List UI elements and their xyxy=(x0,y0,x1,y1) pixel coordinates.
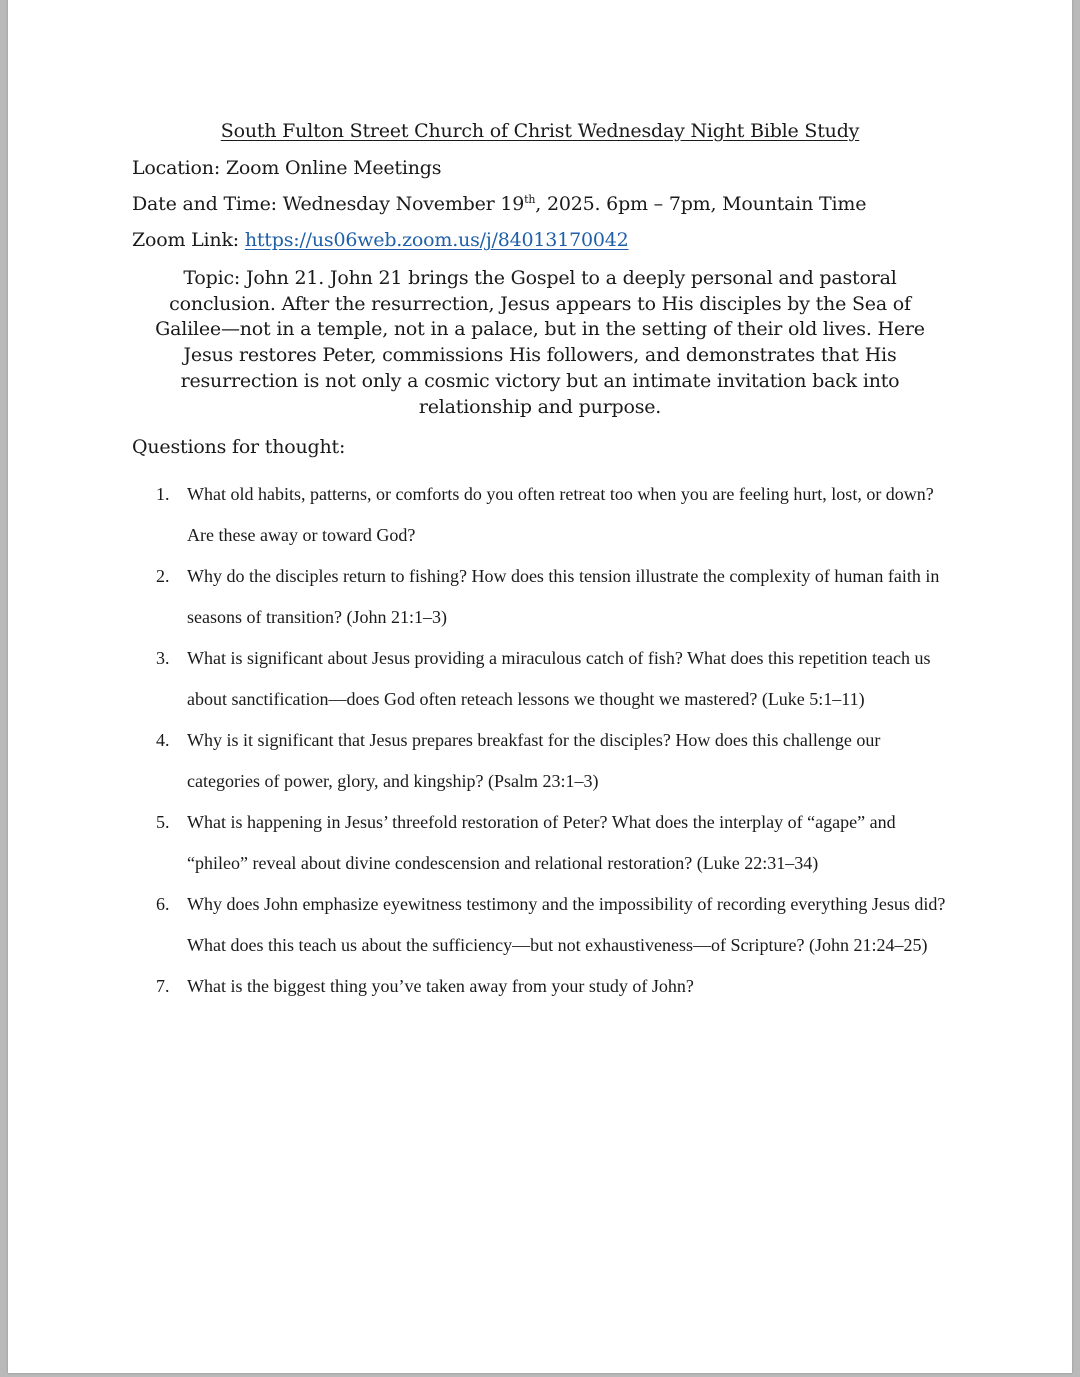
question-item xyxy=(150,884,950,966)
question-text: What is significant about Jesus providing a miraculous catch of fish? What does this repetition teach us about sanctification—does God often reteach lessons we thought we mastered? (Luke 5:1–11) xyxy=(187,648,931,709)
question-item xyxy=(150,638,950,720)
question-text: What is happening in Jesus’ threefold restoration of Peter? What does the interplay of “agape” and “phileo” reveal about divine condescension and relational restoration? (Luke 22:31–34) xyxy=(187,812,896,873)
questions-heading: Questions for thought: xyxy=(132,436,346,458)
questions-list xyxy=(150,474,950,1007)
datetime-label: Date and Time: xyxy=(132,193,277,215)
question-text: Why is it significant that Jesus prepares breakfast for the disciples? How does this challenge our categories of power, glory, and kingship? (Psalm 23:1–3) xyxy=(187,730,881,791)
question-text: What old habits, patterns, or comforts do you often retreat too when you are feeling hurt, lost, or down? Are these away or toward God? xyxy=(187,484,934,545)
datetime-time: , 2025. 6pm – 7pm, Mountain Time xyxy=(535,193,867,215)
page-title: South Fulton Street Church of Christ Wednesday Night Bible Study xyxy=(220,120,860,142)
question-number: 3. xyxy=(156,648,170,668)
question-number: 6. xyxy=(156,894,170,914)
question-text: Why does John emphasize eyewitness testimony and the impossibility of recording everything Jesus did? What does this teach us about the sufficiency—but not exhaustiveness—of Scripture? (John 21:24–25) xyxy=(187,894,946,955)
question-number: 1. xyxy=(156,484,170,504)
location-line xyxy=(132,157,441,179)
question-number: 5. xyxy=(156,812,170,832)
question-text: What is the biggest thing you’ve taken away from your study of John? xyxy=(187,976,694,996)
question-number: 7. xyxy=(156,976,170,996)
question-number: 4. xyxy=(156,730,170,750)
location-label: Location: xyxy=(132,157,221,179)
datetime-line xyxy=(132,193,866,215)
question-item xyxy=(150,720,950,802)
question-item xyxy=(150,802,950,884)
question-number: 2. xyxy=(156,566,170,586)
document-page xyxy=(8,0,1072,1373)
location-value: Zoom Online Meetings xyxy=(225,157,442,179)
zoom-line xyxy=(132,229,629,251)
question-text: Why do the disciples return to fishing? How does this tension illustrate the complexity of human faith in seasons of transition? (John 21:1–3) xyxy=(187,566,940,627)
topic-paragraph: Topic: John 21. John 21 brings the Gospel to a deeply personal and pastoral conclusion. After the resurrection, Jesus appears to His disciples by the Sea of Galilee—not in a temple, not in a palace, but in the setting of their old lives. Here Jesus restores Peter, commissions His followers, and demonstrates that His resurrection is not only a cosmic victory but an intimate invitation back into relationship and purpose. xyxy=(155,267,925,418)
zoom-link[interactable]: https://us06web.zoom.us/j/84013170042 xyxy=(244,229,629,251)
question-item xyxy=(150,966,950,1007)
question-item xyxy=(150,556,950,638)
datetime-date: Wednesday November 19 xyxy=(282,193,525,215)
question-item xyxy=(150,474,950,556)
zoom-label: Zoom Link: xyxy=(132,229,239,251)
datetime-ordinal: th xyxy=(524,193,536,206)
